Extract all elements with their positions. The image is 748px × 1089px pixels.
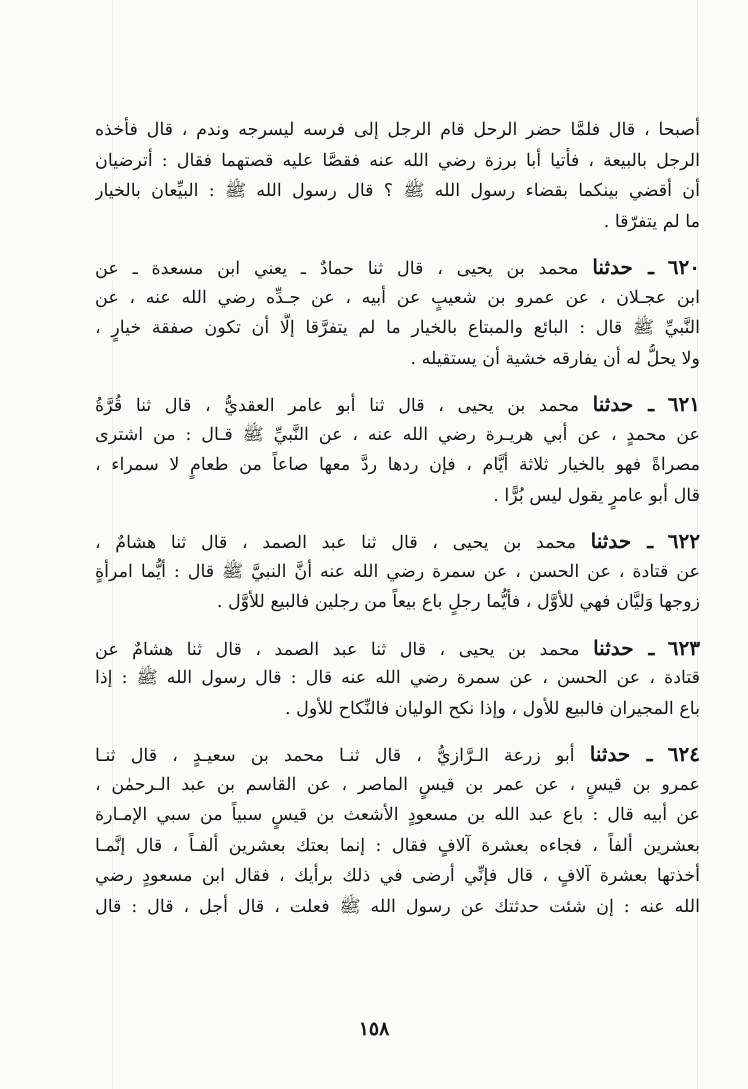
hadith-number: ٦٢٢	[667, 529, 700, 553]
haddathana-heading: حدثنا	[592, 255, 633, 279]
haddathana-heading: حدثنا	[593, 635, 634, 660]
hadith-text: محمد بن يحيى ، قال ثنا عبد الصمد ، قال ثنا هشامٌ عن	[95, 639, 580, 660]
text-line: عن أبيه قال : باع عبد الله بن مسعودٍ الأشعث بن قيسٍ سبياً من سبي الإمـارة	[95, 805, 700, 825]
text-line: ابن عجـلان ، عن عمرو بن شعيبٍ عن أبيه ، عن جـدِّه رضي الله عنه ، عن	[95, 287, 700, 308]
text-line: قتادة ، عن الحسن ، عن سمرة رضي الله عنه قال : قال رسول الله ﷺ : إذا	[95, 668, 700, 688]
hadith-620: ٦٢٠ ـ حدثنا محمد بن يحيى ، قال ثنا حمادٌ ـ يعني ابن مسعدة ـ عن ابن عجـلان ، عن عمرو بن شعيبٍ عن أبيه ، عن جـدِّه رضي الله عنه ، عن النَّبيِّ ﷺ قال : البائع والمبتاع بالخيار ما لم يتفرَّقا إلَّا أن تكون صفقة خيارٍ ، ولا يحلُّ له أن يفارقه خشية أن يستقيله .	[95, 252, 700, 374]
hadith-text: محمد بن يحيى ، قال ثنا حمادٌ ـ يعني ابن مسعدة ـ عن	[95, 259, 579, 279]
text-line: ما لم يتفرّقا .	[603, 211, 700, 232]
hadith-622: ٦٢٢ ـ حدثنا محمد بن يحيى ، قال ثنا عبد الصمد ، قال ثنا هشامٌ ، عن قتادة ، عن الحسن ، عن سمرة رضي الله عنه أنَّ النبيَّ ﷺ قال : أيُّما امرأةٍ زوجها وَليَّان فهي للأوَّل ، فأيُّما رجلٍ باع بيعاً من رجلين فالبيع للأوَّل .	[95, 526, 700, 618]
text-line: عن محمدٍ ، عن أبي هريـرة رضي الله عنه ، عن النَّبيِّ ﷺ قـال : من اشترى	[95, 424, 700, 445]
haddathana-heading: حدثنا	[590, 529, 632, 553]
haddathana-heading: حدثنا	[589, 742, 631, 766]
text-line: أصبحا ، قال فلمَّا حضر الرحل قام الرجل إلى فرسه ليسرجه وندم ، قال فأخذه	[95, 120, 700, 140]
text-line: عمرو بن قيسٍ ، عن عمر بن قيسٍ الماصر ، عن القاسم بن عبد الـرحمٰن ،	[95, 774, 700, 795]
hadith-text: أبو زرعة الـرَّازيُّ ، قال ثنـا محمد بن سعيـدٍ ، قال ثنـا	[95, 746, 575, 766]
hadith-number: ٦٢١	[667, 392, 700, 416]
text-line: عن قتادة ، عن الحسن ، عن سمرة رضي الله عنه أنَّ النبيَّ ﷺ قال : أيُّما امرأةٍ	[95, 561, 700, 582]
text-line: أخذتها بعشرة آلافٍ ، قال فإنِّي أرضى في ذلك برأيك ، فقال ابن مسعودٍ رضي	[95, 866, 700, 886]
haddathana-heading: حدثنا	[592, 392, 634, 416]
text-line: أن أقضي بينكما بقضاء رسول الله ﷺ ؟ قال رسول الله ﷺ : البيِّعان بالخيار	[95, 181, 700, 201]
text-line: باع المجيران فالبيع للأول ، وإذا نكح الوليان فالنِّكاح للأول .	[285, 698, 700, 719]
page-number: ١٥٨	[358, 1018, 390, 1040]
text-line: زوجها وَليَّان فهي للأوَّل ، فأيُّما رجلٍ باع بيعاً من رجلين فالبيع للأوَّل .	[216, 592, 700, 612]
hadith-number: ٦٢٣	[667, 635, 700, 660]
text-line: قال أبو عامرٍ يقول ليس بُرًّا .	[493, 485, 700, 506]
hadith-text: محمد بن يحيى ، قال ثنا أبو عامر العقديُّ ، قال ثنا قُرَّةُ	[95, 396, 580, 416]
hadith-624: ٦٢٤ ـ حدثنا أبو زرعة الـرَّازيُّ ، قال ثنـا محمد بن سعيـدٍ ، قال ثنـا عمرو بن قيسٍ ، عن عمر بن قيسٍ الماصر ، عن القاسم بن عبد الـرحمٰن ، عن أبيه قال : باع عبد الله بن مسعودٍ الأشعث بن قيسٍ سبياً من سبي الإمـارة بعشرين ألفاً ، فجاءه بعشرة آلافٍ فقال : إنما بعتك بعشرين ألفـاً ، قال إنَّمـا أخذتها بعشرة آلافٍ ، قال فإنِّي أرضى في ذلك برأيك ، فقال ابن مسعودٍ رضي الله عنه : إن شئت حدثتك عن رسول الله ﷺ فعلت ، قال أجل ، قال : قال	[95, 739, 700, 922]
hadith-621: ٦٢١ ـ حدثنا محمد بن يحيى ، قال ثنا أبو عامر العقديُّ ، قال ثنا قُرَّةُ عن محمدٍ ، عن أبي هريـرة رضي الله عنه ، عن النَّبيِّ ﷺ قـال : من اشترى مصراةً فهو بالخيار ثلاثة أيَّام ، فإن ردها ردَّ معها صاعاً من طعامٍ لا سمراء ، قال أبو عامرٍ يقول ليس بُرًّا .	[95, 389, 700, 511]
text-line: النَّبيِّ ﷺ قال : البائع والمبتاع بالخيار ما لم يتفرَّقا إلَّا أن تكون صفقة خيارٍ ،	[95, 318, 700, 338]
hadith-623: ٦٢٣ ـ حدثنا محمد بن يحيى ، قال ثنا عبد الصمد ، قال ثنا هشامٌ عن قتادة ، عن الحسن ، عن سمرة رضي الله عنه قال : قال رسول الله ﷺ : إذا باع المجيران فالبيع للأول ، وإذا نكح الوليان فالنِّكاح للأول .	[95, 633, 700, 725]
text-line: ولا يحلُّ له أن يفارقه خشية أن يستقيله .	[410, 348, 700, 369]
text-line: الله عنه : إن شئت حدثتك عن رسول الله ﷺ فعلت ، قال أجل ، قال : قال	[95, 896, 700, 917]
page-body	[95, 115, 700, 937]
hadith-text: محمد بن يحيى ، قال ثنا عبد الصمد ، قال ثنا هشامٌ ،	[95, 533, 577, 553]
text-line: الرجل بالبيعة ، فأتيا أبا برزة رضي الله عنه فقصَّا عليه قصتهما فقال : أترضيان	[95, 150, 700, 171]
intro-paragraph	[95, 115, 700, 237]
text-line: بعشرين ألفاً ، فجاءه بعشرة آلافٍ فقال : إنما بعتك بعشرين ألفـاً ، قال إنَّمـا	[95, 835, 700, 856]
text-line: مصراةً فهو بالخيار ثلاثة أيَّام ، فإن ردها ردَّ معها صاعاً من طعامٍ لا سمراء ،	[95, 455, 700, 475]
hadith-number: ٦٢٤	[667, 742, 700, 766]
hadith-number: ٦٢٠	[667, 255, 700, 279]
